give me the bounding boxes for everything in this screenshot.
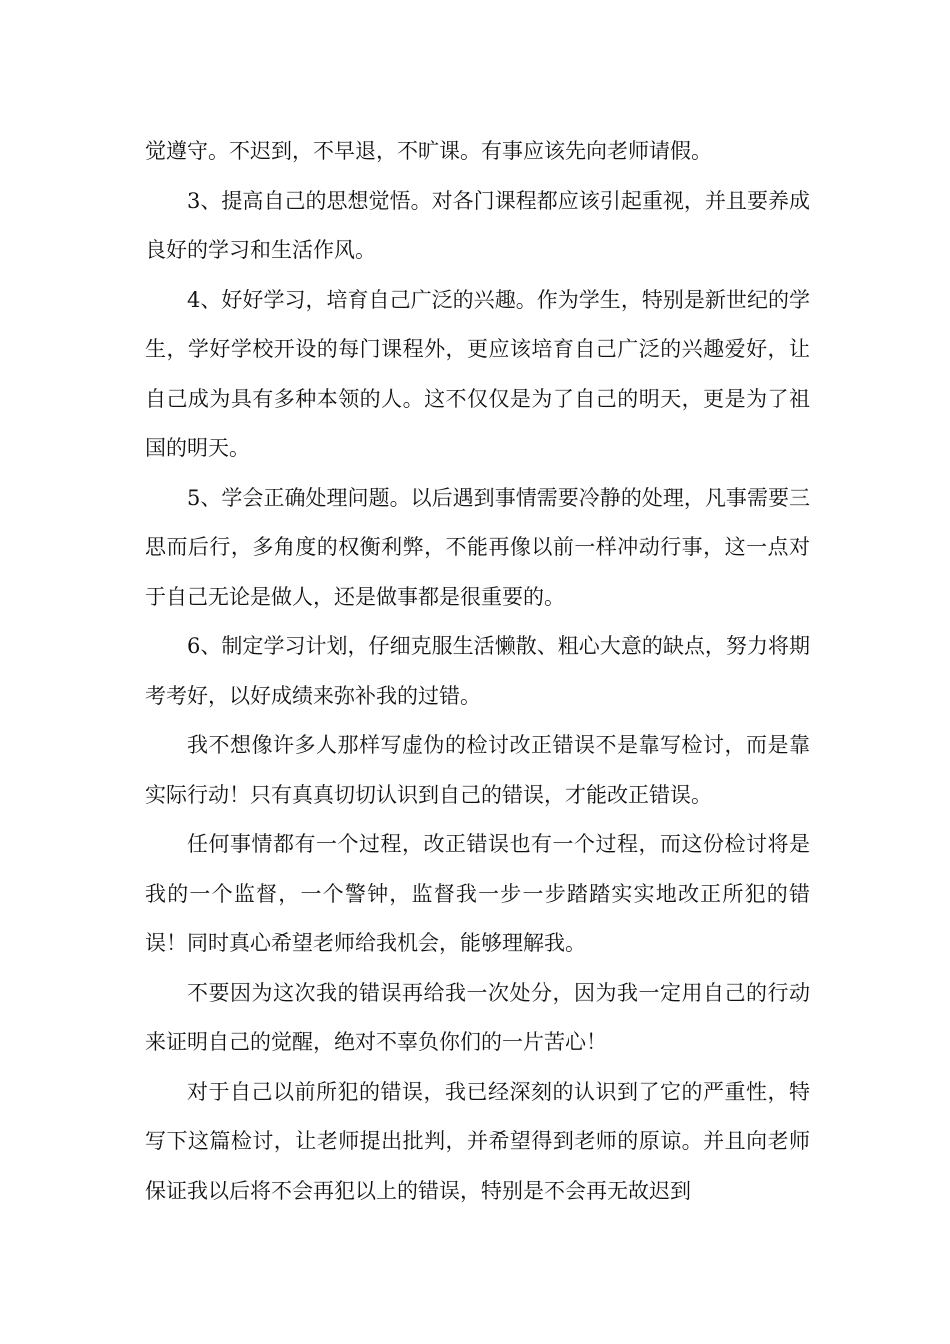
paragraph-process: 任何事情都有一个过程，改正错误也有一个过程，而这份检讨将是我的一个监督，一个警钟，监督我一步一步踏踏实实地改正所犯的错误！同时真心希望老师给我机会，能够理解我。: [145, 832, 810, 955]
paragraph-item-5: 5、学会正确处理问题。以后遇到事情需要冷静的处理，凡事需要三思而后行，多角度的权衡利弊，不能再像以前一样冲动行事，这一点对于自己无论是做人，还是做事都是很重要的。: [145, 485, 810, 609]
paragraph-promise: 对于自己以前所犯的错误，我已经深刻的认识到了它的严重性，特写下这篇检讨，让老师提出批判，并希望得到老师的原谅。并且向老师保证我以后将不会再犯以上的错误，特别是不会再无故迟到: [145, 1079, 810, 1203]
paragraph-request: 不要因为这次我的错误再给我一次处分，因为我一定用自己的行动来证明自己的觉醒，绝对不辜负你们的一片苦心！: [145, 980, 810, 1054]
paragraph-continued: 觉遵守。不迟到，不早退，不旷课。有事应该先向老师请假。: [145, 139, 712, 163]
document-body: [145, 127, 810, 1216]
paragraph-item-3: 3、提高自己的思想觉悟。对各门课程都应该引起重视，并且要养成良好的学习和生活作风。: [145, 188, 810, 262]
paragraph-item-6: 6、制定学习计划，仔细克服生活懒散、粗心大意的缺点，努力将期考考好，以好成绩来弥补我的过错。: [145, 634, 810, 708]
paragraph-item-4: 4、好好学习，培育自己广泛的兴趣。作为学生，特别是新世纪的学生，学好学校开设的每门课程外，更应该培育自己广泛的兴趣爱好，让自己成为具有多种本领的人。这不仅仅是为了自己的明天，更是为了祖国的明天。: [145, 287, 810, 460]
paragraph-sincerity: 我不想像许多人那样写虚伪的检讨改正错误不是靠写检讨，而是靠实际行动！只有真真切切认识到自己的错误，才能改正错误。: [145, 733, 810, 807]
